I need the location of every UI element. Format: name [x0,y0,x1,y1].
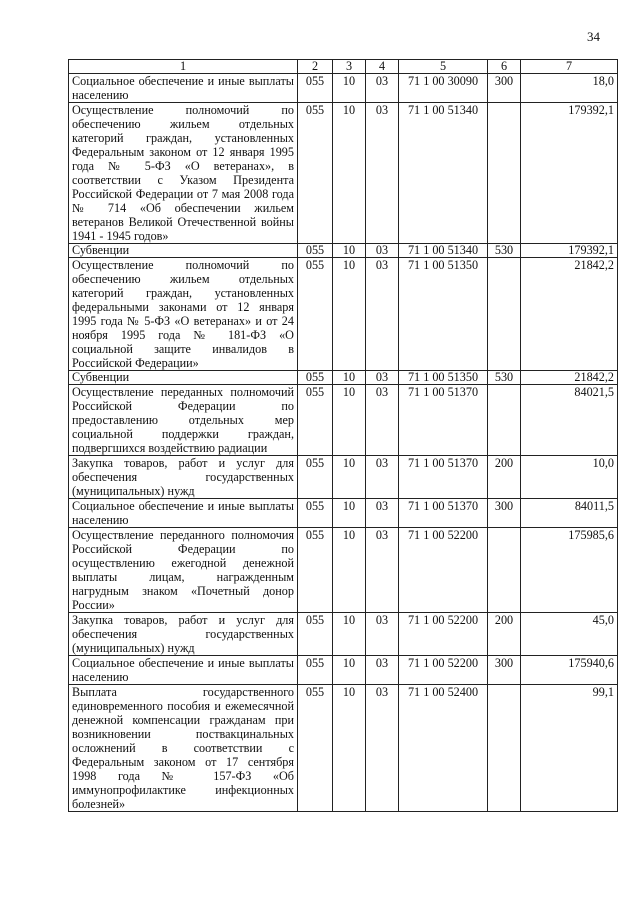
table-row [69,499,618,528]
row-name: Выплата государственного единовременного пособия и ежемесячной денежной компенсации гражданам при возникновении поствакцинальных осложнений в соответствии с Федеральным законом от 17 сентября 1998 года № 157-ФЗ «Об иммунопрофилактике инфекционных болезней» [69,685,298,812]
row-pr: 03 [366,656,399,685]
row-vr [488,685,521,812]
row-rz: 10 [333,258,366,371]
row-vr: 200 [488,456,521,499]
row-rz: 10 [333,385,366,456]
row-gr: 055 [298,499,333,528]
row-vr [488,385,521,456]
row-gr: 055 [298,385,333,456]
row-pr: 03 [366,258,399,371]
row-rz: 10 [333,244,366,258]
row-vr: 300 [488,656,521,685]
row-name: Субвенции [69,244,298,258]
row-pr: 03 [366,74,399,103]
row-vr: 530 [488,371,521,385]
row-gr: 055 [298,103,333,244]
row-sum: 21842,2 [521,258,618,371]
row-sum: 175940,6 [521,656,618,685]
row-pr: 03 [366,456,399,499]
row-sum: 45,0 [521,613,618,656]
table-row [69,456,618,499]
row-vr: 530 [488,244,521,258]
row-csr: 71 1 00 30090 [399,74,488,103]
row-pr: 03 [366,244,399,258]
row-sum: 99,1 [521,685,618,812]
row-rz: 10 [333,656,366,685]
row-csr: 71 1 00 52200 [399,613,488,656]
table-row [69,385,618,456]
row-sum: 175985,6 [521,528,618,613]
row-rz: 10 [333,371,366,385]
row-gr: 055 [298,74,333,103]
row-name: Осуществление переданных полномочий Российской Федерации по предоставлению отдельных мер социальной поддержки граждан, подвергшихся воздействию радиации [69,385,298,456]
row-vr: 300 [488,499,521,528]
row-rz: 10 [333,613,366,656]
row-gr: 055 [298,613,333,656]
row-pr: 03 [366,385,399,456]
row-gr: 055 [298,244,333,258]
row-vr [488,258,521,371]
row-pr: 03 [366,371,399,385]
table-row [69,685,618,812]
row-csr: 71 1 00 52200 [399,656,488,685]
column-header: 1 [69,60,298,74]
row-rz: 10 [333,456,366,499]
table-row [69,103,618,244]
row-csr: 71 1 00 52400 [399,685,488,812]
column-header: 5 [399,60,488,74]
row-rz: 10 [333,685,366,812]
table-row [69,528,618,613]
row-csr: 71 1 00 52200 [399,528,488,613]
row-name: Социальное обеспечение и иные выплаты населению [69,499,298,528]
column-header: 3 [333,60,366,74]
row-rz: 10 [333,528,366,613]
row-vr: 300 [488,74,521,103]
row-rz: 10 [333,103,366,244]
table-row [69,371,618,385]
row-sum: 10,0 [521,456,618,499]
row-csr: 71 1 00 51340 [399,244,488,258]
column-header: 7 [521,60,618,74]
row-pr: 03 [366,613,399,656]
column-header: 6 [488,60,521,74]
table-row [69,74,618,103]
row-csr: 71 1 00 51340 [399,103,488,244]
row-pr: 03 [366,685,399,812]
row-gr: 055 [298,656,333,685]
row-name: Социальное обеспечение и иные выплаты населению [69,74,298,103]
row-csr: 71 1 00 51370 [399,456,488,499]
row-sum: 21842,2 [521,371,618,385]
column-header: 2 [298,60,333,74]
row-vr: 200 [488,613,521,656]
row-sum: 18,0 [521,74,618,103]
column-header: 4 [366,60,399,74]
row-name: Осуществление переданного полномочия Российской Федерации по осуществлению ежегодной денежной выплаты лицам, награжденным нагрудным знаком «Почетный донор России» [69,528,298,613]
row-name: Социальное обеспечение и иные выплаты населению [69,656,298,685]
row-pr: 03 [366,499,399,528]
row-gr: 055 [298,371,333,385]
column-number-row [69,60,618,74]
table-row [69,656,618,685]
row-rz: 10 [333,74,366,103]
budget-table [68,59,618,812]
row-csr: 71 1 00 51370 [399,385,488,456]
row-gr: 055 [298,685,333,812]
table-row [69,613,618,656]
row-gr: 055 [298,528,333,613]
row-name: Закупка товаров, работ и услуг для обеспечения государственных (муниципальных) нужд [69,613,298,656]
row-gr: 055 [298,456,333,499]
row-name: Осуществление полномочий по обеспечению жильем отдельных категорий граждан, установленных федеральными законами от 12 января 1995 года № 5-ФЗ «О ветеранах» и от 24 ноября 1995 года № 181-ФЗ «О социальной защите инвалидов в Российской Федерации» [69,258,298,371]
row-name: Осуществление полномочий по обеспечению жильем отдельных категорий граждан, установленных Федеральным законом от 12 января 1995 года № 5-ФЗ «О ветеранах», в соответствии с Указом Президента Российской Федерации от 7 мая 2008 года № 714 «Об обеспечении жильем ветеранов Великой Отечественной войны 1941 - 1945 годов» [69,103,298,244]
row-sum: 84021,5 [521,385,618,456]
row-gr: 055 [298,258,333,371]
row-csr: 71 1 00 51350 [399,258,488,371]
row-name: Субвенции [69,371,298,385]
table-row [69,244,618,258]
row-vr [488,103,521,244]
row-sum: 84011,5 [521,499,618,528]
row-sum: 179392,1 [521,244,618,258]
row-pr: 03 [366,528,399,613]
page-number: 34 [587,29,600,44]
row-csr: 71 1 00 51370 [399,499,488,528]
row-name: Закупка товаров, работ и услуг для обеспечения государственных (муниципальных) нужд [69,456,298,499]
row-sum: 179392,1 [521,103,618,244]
row-vr [488,528,521,613]
table-row [69,258,618,371]
row-rz: 10 [333,499,366,528]
row-csr: 71 1 00 51350 [399,371,488,385]
row-pr: 03 [366,103,399,244]
